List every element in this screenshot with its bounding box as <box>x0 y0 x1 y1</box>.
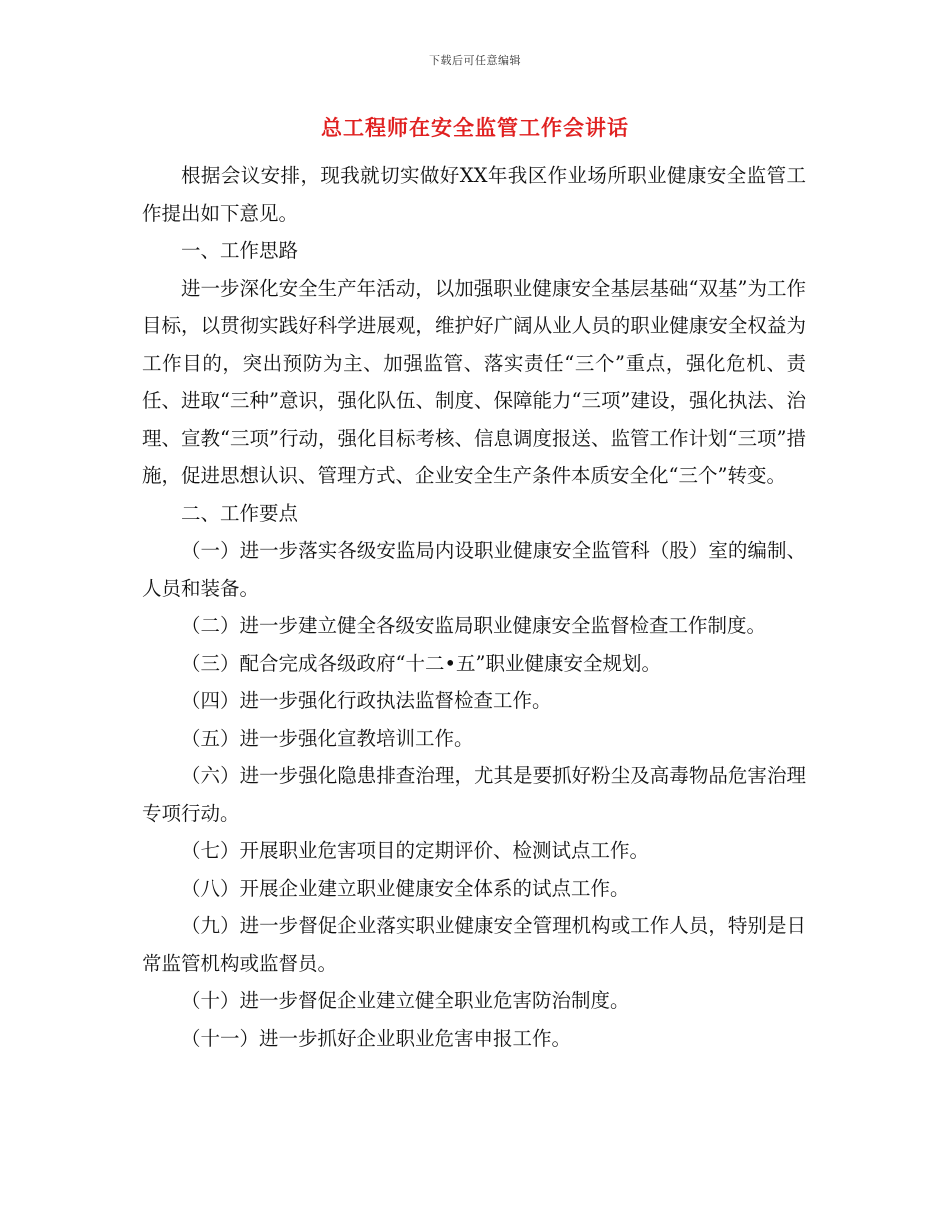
document-body <box>142 157 806 1057</box>
list-item-9: （九）进一步督促企业落实职业健康安全管理机构或工作人员，特别是日常监管机构或监督员。 <box>142 914 806 975</box>
list-item-1: （一）进一步落实各级安监局内设职业健康安全监管科（股）室的编制、人员和装备。 <box>142 539 806 600</box>
list-item-4: （四）进一步强化行政执法监督检查工作。 <box>181 689 552 712</box>
section-heading-2: 二、工作要点 <box>181 501 299 525</box>
list-item-6: （六）进一步强化隐患排查治理，尤其是要抓好粉尘及高毒物品危害治理专项行动。 <box>142 764 806 825</box>
paragraph-intro: 根据会议安排，现我就切实做好XX年我区作业场所职业健康安全监管工作提出如下意见。 <box>142 164 806 225</box>
section-heading-1: 一、工作思路 <box>181 239 299 262</box>
list-item-7: （七）开展职业危害项目的定期评价、检测试点工作。 <box>181 839 650 862</box>
list-item-10: （十）进一步督促企业建立健全职业危害防治制度。 <box>181 989 630 1012</box>
list-item-8: （八）开展企业建立职业健康安全体系的试点工作。 <box>181 876 630 900</box>
list-item-3: （三）配合完成各级政府“十二•五”职业健康安全规划。 <box>181 651 661 675</box>
header-note: 下载后可任意编辑 <box>429 54 521 67</box>
list-item-11: （十一）进一步抓好企业职业危害申报工作。 <box>181 1026 572 1050</box>
list-item-2: （二）进一步建立健全各级安监局职业健康安全监督检查工作制度。 <box>181 614 767 637</box>
paragraph-work-ideas: 进一步深化安全生产年活动，以加强职业健康安全基层基础“双基”为工作目标，以贯彻实践好科学进展观，维护好广阔从业人员的职业健康安全权益为工作目的，突出预防为主、加强监管、落实责任“三个”重点，强化危机、责任、进取“三种”意识，强化队伍、制度、保障能力“三项”建设，强化执法、治理、宣教“三项”行动，强化目标考核、信息调度报送、监管工作计划“三项”措施，促进思想认识、管理方式、企业安全生产条件本质安全化“三个”转变。 <box>142 276 806 487</box>
document-title: 总工程师在安全监管工作会讲话 <box>321 116 629 140</box>
list-item-5: （五）进一步强化宣教培训工作。 <box>181 726 474 750</box>
